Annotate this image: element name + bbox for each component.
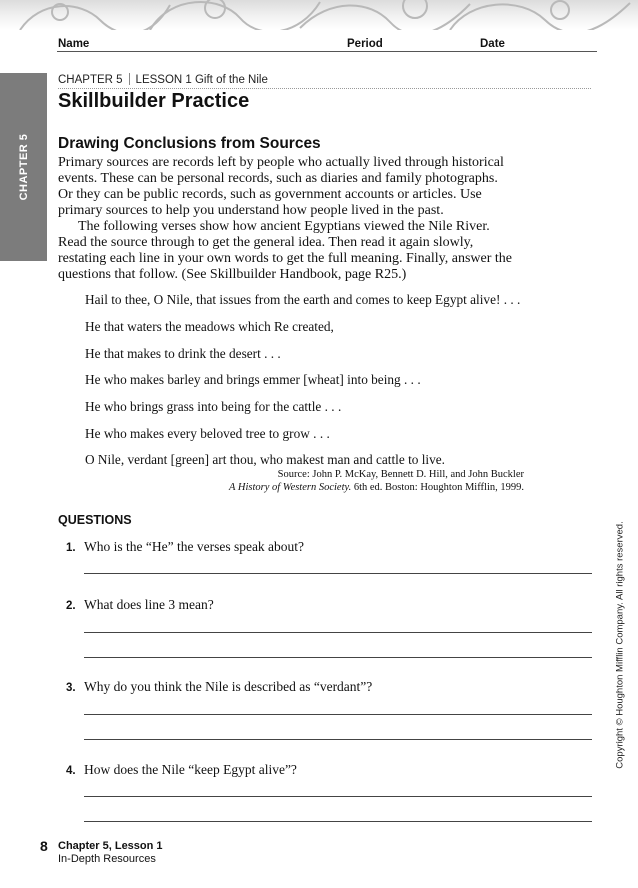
paragraph-line: Primary sources are records left by people who actually lived through historical [58, 155, 504, 170]
paragraph-line: follow. (See Skillbuilder Handbook, page R25.) [138, 267, 407, 282]
period-label: Period [347, 38, 383, 50]
footer-lesson: Chapter 5, Lesson 1 [58, 840, 163, 852]
question-text: Who is the “He” the verses speak about? [84, 539, 305, 554]
question-number: 2. [66, 600, 76, 612]
swirl-pattern-icon [0, 0, 638, 30]
paragraph-line: sources to help you understand how people lived in the past. [105, 203, 444, 218]
question-number: 1. [66, 542, 76, 554]
name-field-line[interactable] [57, 51, 597, 52]
verse-line: He that makes to drink the desert . . . [85, 346, 281, 361]
verse-line: He who brings grass into being for the cattle . . . [85, 399, 342, 414]
answer-line[interactable] [84, 796, 592, 797]
source-publication: 6th ed. Boston: Houghton Mifflin, 1999. [351, 482, 524, 493]
intro-paragraph [58, 155, 513, 219]
breadcrumb-chapter: CHAPTER 5 [58, 74, 123, 86]
answer-line[interactable] [84, 657, 592, 658]
answer-line[interactable] [84, 632, 592, 633]
page-title: Skillbuilder Practice [58, 90, 250, 112]
paragraph-line: they can be public records, such as government accounts or articles. Use primary [58, 187, 482, 218]
page-number: 8 [40, 838, 48, 854]
chapter-side-tab [0, 73, 47, 261]
breadcrumb-lesson: LESSON 1 Gift of the Nile [135, 74, 268, 86]
question-text: What does line 3 mean? [84, 597, 214, 612]
verse-line: Hail to thee, O Nile, that issues from the earth and comes to keep Egypt alive! . . . [85, 292, 521, 307]
paragraph-line: The following verses show how ancient Egyptians viewed the Nile River. Read [58, 219, 490, 250]
verse-line: He who makes barley and brings emmer [wheat] into being . . . [85, 372, 421, 387]
copyright-notice: Copyright © Houghton Mifflin Company. All rights reserved. [614, 521, 626, 769]
question-text: Why do you think the Nile is described as “verdant”? [84, 679, 373, 694]
paragraph-line: events. These can be personal records, such as diaries and family photographs. Or [58, 171, 498, 202]
question-number: 3. [66, 682, 76, 694]
source-book-title: A History of Western Society. [229, 482, 352, 493]
date-label: Date [480, 38, 505, 50]
verse-line: O Nile, verdant [green] art thou, who makest man and cattle to live. [85, 452, 446, 467]
answer-line[interactable] [84, 821, 592, 822]
breadcrumb-rule [58, 88, 591, 89]
breadcrumb-divider [129, 73, 130, 85]
question-number: 4. [66, 765, 76, 777]
source-citation-line2 [229, 482, 524, 493]
section-subtitle: Drawing Conclusions from Sources [58, 135, 321, 152]
source-citation-line1: Source: John P. McKay, Bennett D. Hill, and John Buckler [277, 469, 524, 480]
chapter-side-tab-label: CHAPTER 5 [18, 133, 30, 201]
verse-line: He who makes every beloved tree to grow . . . [85, 426, 330, 441]
verse-line: He that waters the meadows which Re created, [85, 319, 334, 334]
name-label: Name [58, 38, 90, 50]
decorative-banner [0, 0, 638, 30]
answer-line[interactable] [84, 714, 592, 715]
footer-resource: In-Depth Resources [58, 853, 156, 865]
breadcrumb [58, 73, 268, 86]
paragraph-line: line in your own words to get the full meaning. Finally, answer the questions that [58, 251, 512, 282]
question-text: How does the Nile “keep Egypt alive”? [84, 762, 297, 777]
instructions-paragraph [58, 219, 513, 283]
answer-line[interactable] [84, 573, 592, 574]
answer-line[interactable] [84, 739, 592, 740]
questions-heading: QUESTIONS [58, 513, 132, 527]
paragraph-line: the source through to get the general idea. Then read it again slowly, restating each [58, 235, 474, 266]
